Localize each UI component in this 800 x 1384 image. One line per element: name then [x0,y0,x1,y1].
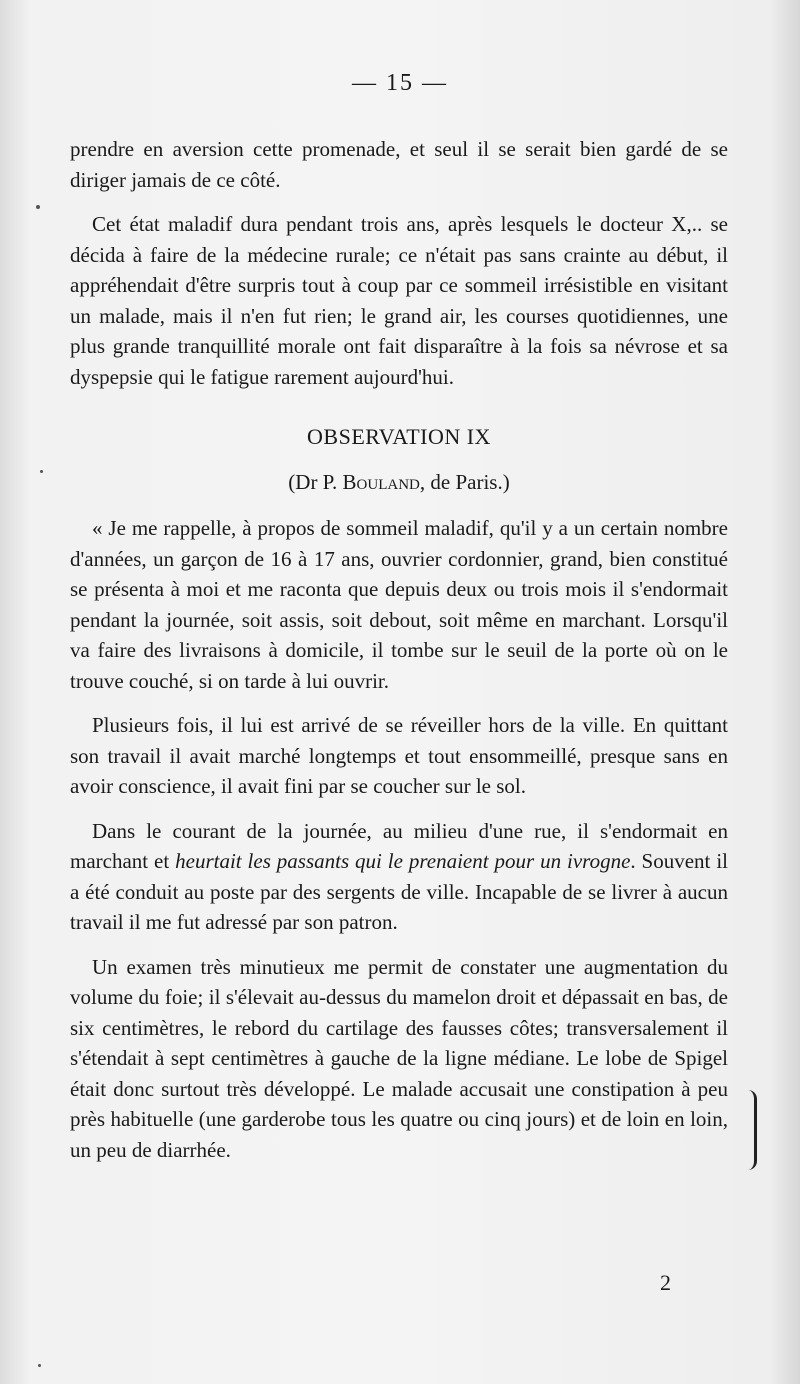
page-number: — 15 — [352,70,448,96]
paragraph-2: Cet état maladif dura pendant trois ans, après lesquels le docteur X,.. se décida à faire de la médecine rurale; ce n'était pas sans crainte au début, il appréhendait d'être surpris tout à coup par ce sommeil irrésistible en visitant un malade, mais il n'en fut rien; le grand air, les courses quotidiennes, une plus grande tranquillité morale ont fait disparaître à la fois sa névrose et sa dyspepsie qui le fatigue rarement aujourd'hui. [70,212,728,389]
paragraph-6: Un examen très minutieux me permit de constater une augmentation du volume du foie; il s'élevait au-dessus du mamelon droit et dépassait en bas, de six centimètres, le rebord du cartilage des fausses côtes; transversalement il s'étendait à sept centimètres à gauche de la ligne médiane. Le lobe de Spigel était donc surtout très développé. Le malade accusait une constipation à peu près habituelle (une garderobe tous les quatre ou cinq jours) et de loin en loin, un peu de diarrhée. [70,954,728,1162]
paragraph-5 [70,816,728,938]
paragraph-5-text-a: Dans le courant de la journée, au milieu d'une rue, il s'endormait en marchant et [70,818,728,873]
margin-bracket-mark [748,1090,757,1170]
author-name: Bouland [342,469,420,494]
author-prefix: (Dr P. [288,469,343,494]
observation-author [70,467,728,498]
signature-mark: 2 [660,1270,671,1295]
ink-speck [40,470,43,473]
paragraph-3: « Je me rappelle, à propos de sommeil maladif, qu'il y a un certain nombre d'années, un garçon de 16 à 17 ans, ouvrier cordonnier, grand, bien constitué se présenta à moi et me raconta que depuis deux ou trois mois il s'endormait pendant la journée, soit assis, soit debout, soit même en marchant. Lorsqu'il va faire des livraisons à domicile, il tombe sur le seuil de la porte où on le trouve couché, si on tarde à lui ouvrir. [70,516,728,693]
ink-speck [38,1364,41,1367]
observation-heading: OBSERVATION IX [307,424,491,449]
paragraph-1: prendre en aversion cette promenade, et seul il se serait bien gardé de se diriger jamais de ce côté. [70,137,728,192]
body-text [70,134,728,1165]
paragraph-4: Plusieurs fois, il lui est arrivé de se réveiller hors de la ville. En quittant son travail il avait marché longtemps et tout ensommeillé, presque sans en avoir conscience, il avait fini par se coucher sur le sol. [70,713,728,798]
ink-speck [36,205,40,209]
author-suffix: , de Paris.) [419,469,510,494]
paragraph-5-text-b: . Souvent il a été conduit au poste par des sergents de ville. Incapable de se livrer à aucun travail il me fut adressé par son patron. [70,849,728,934]
paragraph-5-italic: heurtait les passants qui le prenaient pour un ivrogne [175,849,631,873]
